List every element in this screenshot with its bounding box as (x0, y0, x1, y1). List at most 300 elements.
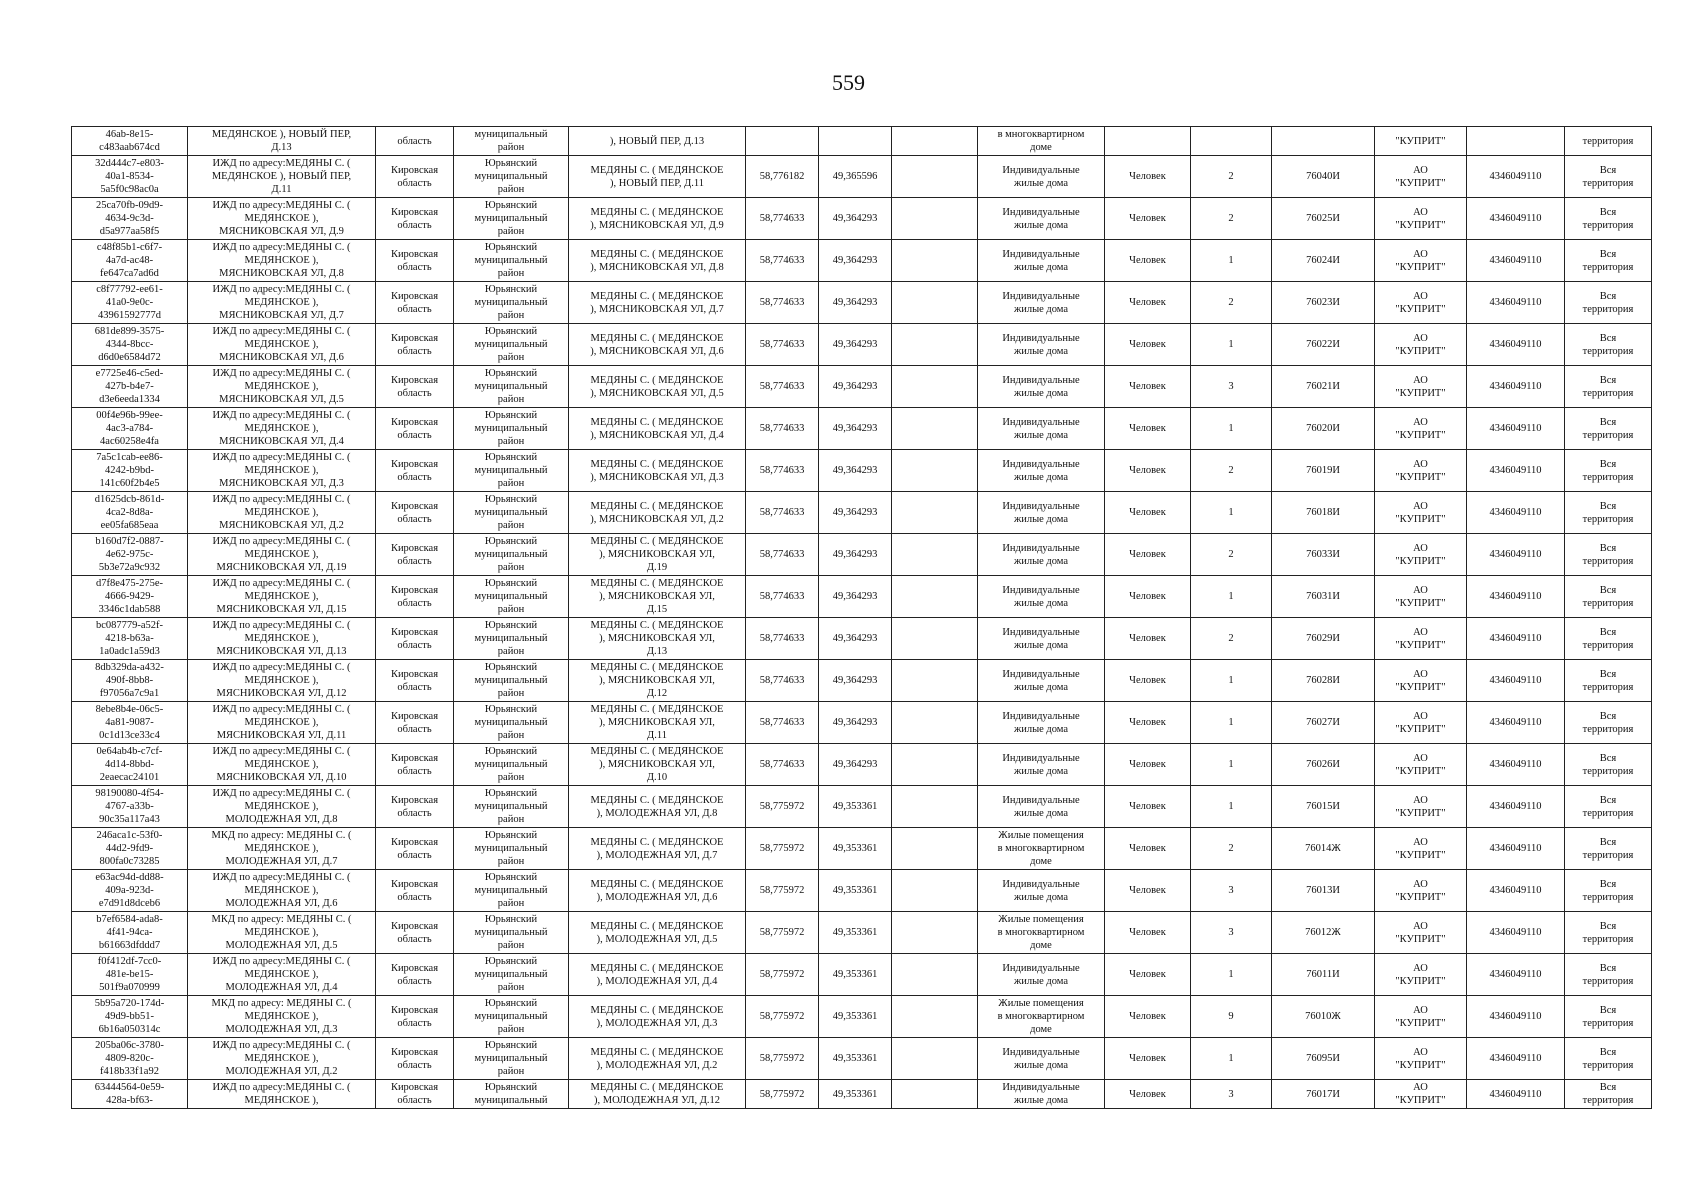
cell-blank (892, 198, 978, 240)
cell-name: ИЖД по адресу:МЕДЯНЫ С. ( МЕДЯНСКОЕ ), МОЛОДЕЖНАЯ УЛ, Д.6 (188, 870, 376, 912)
cell-org: АО "КУПРИТ" (1375, 1080, 1467, 1109)
cell-district: Юрьянский муниципальный район (454, 366, 569, 408)
cell-lat: 58,774633 (746, 282, 819, 324)
cell-territory: Вся территория (1565, 366, 1652, 408)
cell-district: Юрьянский муниципальный район (454, 450, 569, 492)
cell-lon: 49,364293 (819, 282, 892, 324)
cell-address: МЕДЯНЫ С. ( МЕДЯНСКОЕ ), МОЛОДЕЖНАЯ УЛ, Д.7 (569, 828, 746, 870)
cell-address: МЕДЯНЫ С. ( МЕДЯНСКОЕ ), МЯСНИКОВСКАЯ УЛ, Д.7 (569, 282, 746, 324)
cell-territory: Вся территория (1565, 744, 1652, 786)
cell-lon: 49,364293 (819, 744, 892, 786)
cell-district: Юрьянский муниципальный район (454, 912, 569, 954)
cell-blank (892, 156, 978, 198)
cell-district: Юрьянский муниципальный район (454, 702, 569, 744)
cell-unit: Человек (1105, 282, 1191, 324)
cell-lon: 49,353361 (819, 912, 892, 954)
cell-lon (819, 127, 892, 156)
cell-id: 63444564-0e59- 428a-bf63- (72, 1080, 188, 1109)
cell-id: 5b95a720-174d- 49d9-bb51- 6b16a050314c (72, 996, 188, 1038)
cell-count: 3 (1191, 870, 1272, 912)
cell-district: Юрьянский муниципальный район (454, 828, 569, 870)
cell-count: 1 (1191, 576, 1272, 618)
cell-type: Индивидуальные жилые дома (978, 702, 1105, 744)
cell-name: ИЖД по адресу:МЕДЯНЫ С. ( МЕДЯНСКОЕ ), НОВЫЙ ПЕР, Д.11 (188, 156, 376, 198)
cell-region: Кировская область (376, 324, 454, 366)
cell-inn: 4346049110 (1467, 870, 1565, 912)
cell-type: в многоквартирном доме (978, 127, 1105, 156)
cell-name: МКД по адресу: МЕДЯНЫ С. ( МЕДЯНСКОЕ ), МОЛОДЕЖНАЯ УЛ, Д.3 (188, 996, 376, 1038)
cell-id: 00f4e96b-99ee- 4ac3-a784- 4ac60258e4fa (72, 408, 188, 450)
cell-id: 32d444c7-e803- 40a1-8534- 5a5f0c98ac0a (72, 156, 188, 198)
cell-blank (892, 660, 978, 702)
cell-lat: 58,774633 (746, 618, 819, 660)
cell-inn: 4346049110 (1467, 912, 1565, 954)
cell-type: Индивидуальные жилые дома (978, 408, 1105, 450)
cell-district: Юрьянский муниципальный район (454, 534, 569, 576)
cell-org: АО "КУПРИТ" (1375, 324, 1467, 366)
cell-unit: Человек (1105, 240, 1191, 282)
cell-inn: 4346049110 (1467, 156, 1565, 198)
cell-territory: Вся территория (1565, 1080, 1652, 1109)
cell-code: 76017И (1272, 1080, 1375, 1109)
cell-lat: 58,775972 (746, 1080, 819, 1109)
cell-id: c8f77792-ee61- 41a0-9e0c- 43961592777d (72, 282, 188, 324)
cell-region: Кировская область (376, 870, 454, 912)
cell-lat: 58,775972 (746, 912, 819, 954)
cell-territory: Вся территория (1565, 324, 1652, 366)
cell-count: 2 (1191, 534, 1272, 576)
cell-lat: 58,775972 (746, 870, 819, 912)
cell-lat: 58,774633 (746, 492, 819, 534)
cell-address: МЕДЯНЫ С. ( МЕДЯНСКОЕ ), МОЛОДЕЖНАЯ УЛ, Д.8 (569, 786, 746, 828)
cell-territory: Вся территория (1565, 534, 1652, 576)
cell-lon: 49,353361 (819, 786, 892, 828)
table-row (72, 618, 1652, 660)
cell-inn: 4346049110 (1467, 954, 1565, 996)
cell-inn: 4346049110 (1467, 1038, 1565, 1080)
cell-region: Кировская область (376, 660, 454, 702)
cell-org: АО "КУПРИТ" (1375, 702, 1467, 744)
cell-count: 1 (1191, 1038, 1272, 1080)
cell-blank (892, 366, 978, 408)
cell-inn: 4346049110 (1467, 744, 1565, 786)
cell-id: 7a5c1cab-ee86- 4242-b9bd- 141c60f2b4e5 (72, 450, 188, 492)
cell-blank (892, 282, 978, 324)
cell-name: ИЖД по адресу:МЕДЯНЫ С. ( МЕДЯНСКОЕ ), МЯСНИКОВСКАЯ УЛ, Д.9 (188, 198, 376, 240)
cell-type: Индивидуальные жилые дома (978, 660, 1105, 702)
cell-lat: 58,774633 (746, 408, 819, 450)
cell-count: 1 (1191, 786, 1272, 828)
cell-region: Кировская область (376, 1038, 454, 1080)
cell-type: Индивидуальные жилые дома (978, 786, 1105, 828)
cell-district: Юрьянский муниципальный район (454, 324, 569, 366)
cell-count: 1 (1191, 324, 1272, 366)
cell-type: Индивидуальные жилые дома (978, 744, 1105, 786)
cell-org: АО "КУПРИТ" (1375, 366, 1467, 408)
cell-region: Кировская область (376, 198, 454, 240)
cell-district: Юрьянский муниципальный (454, 1080, 569, 1109)
cell-inn: 4346049110 (1467, 1080, 1565, 1109)
cell-district: Юрьянский муниципальный район (454, 954, 569, 996)
cell-region: Кировская область (376, 912, 454, 954)
cell-org: АО "КУПРИТ" (1375, 240, 1467, 282)
cell-type: Жилые помещения в многоквартирном доме (978, 912, 1105, 954)
cell-id: e63ac94d-dd88- 409a-923d- e7d91d8dceb6 (72, 870, 188, 912)
cell-blank (892, 828, 978, 870)
cell-name: МЕДЯНСКОЕ ), НОВЫЙ ПЕР, Д.13 (188, 127, 376, 156)
cell-district: Юрьянский муниципальный район (454, 618, 569, 660)
cell-code: 76025И (1272, 198, 1375, 240)
cell-code: 76027И (1272, 702, 1375, 744)
cell-address: МЕДЯНЫ С. ( МЕДЯНСКОЕ ), МЯСНИКОВСКАЯ УЛ, Д.15 (569, 576, 746, 618)
cell-lon: 49,364293 (819, 534, 892, 576)
cell-count: 1 (1191, 492, 1272, 534)
cell-inn: 4346049110 (1467, 240, 1565, 282)
cell-type: Индивидуальные жилые дома (978, 1038, 1105, 1080)
cell-id: 246aca1c-53f0- 44d2-9fd9- 800fa0c73285 (72, 828, 188, 870)
cell-address: МЕДЯНЫ С. ( МЕДЯНСКОЕ ), МЯСНИКОВСКАЯ УЛ, Д.5 (569, 366, 746, 408)
cell-region: область (376, 127, 454, 156)
cell-count: 3 (1191, 366, 1272, 408)
table-row (72, 408, 1652, 450)
cell-id: b160d7f2-0887- 4e62-975c- 5b3e72a9c932 (72, 534, 188, 576)
cell-id: 25ca70fb-09d9- 4634-9c3d- d5a977aa58f5 (72, 198, 188, 240)
cell-code: 76011И (1272, 954, 1375, 996)
table-row (72, 828, 1652, 870)
cell-region: Кировская область (376, 156, 454, 198)
table-row (72, 1038, 1652, 1080)
cell-address: МЕДЯНЫ С. ( МЕДЯНСКОЕ ), МЯСНИКОВСКАЯ УЛ, Д.12 (569, 660, 746, 702)
cell-district: Юрьянский муниципальный район (454, 660, 569, 702)
cell-district: Юрьянский муниципальный район (454, 156, 569, 198)
cell-lon: 49,353361 (819, 1080, 892, 1109)
cell-lat: 58,774633 (746, 324, 819, 366)
cell-region: Кировская область (376, 1080, 454, 1109)
cell-region: Кировская область (376, 492, 454, 534)
cell-address: МЕДЯНЫ С. ( МЕДЯНСКОЕ ), МОЛОДЕЖНАЯ УЛ, Д.4 (569, 954, 746, 996)
cell-blank (892, 618, 978, 660)
cell-lon: 49,364293 (819, 576, 892, 618)
cell-address: ), НОВЫЙ ПЕР, Д.13 (569, 127, 746, 156)
data-table (71, 126, 1652, 1109)
cell-id: 205ba06c-3780- 4809-820c- f418b33f1a92 (72, 1038, 188, 1080)
cell-address: МЕДЯНЫ С. ( МЕДЯНСКОЕ ), МЯСНИКОВСКАЯ УЛ, Д.13 (569, 618, 746, 660)
table-row (72, 156, 1652, 198)
cell-code: 76033И (1272, 534, 1375, 576)
cell-district: Юрьянский муниципальный район (454, 408, 569, 450)
cell-type: Индивидуальные жилые дома (978, 240, 1105, 282)
cell-region: Кировская область (376, 282, 454, 324)
cell-code: 76010Ж (1272, 996, 1375, 1038)
cell-name: ИЖД по адресу:МЕДЯНЫ С. ( МЕДЯНСКОЕ ), МЯСНИКОВСКАЯ УЛ, Д.7 (188, 282, 376, 324)
cell-count: 9 (1191, 996, 1272, 1038)
cell-org: АО "КУПРИТ" (1375, 954, 1467, 996)
table-row (72, 198, 1652, 240)
cell-district: Юрьянский муниципальный район (454, 240, 569, 282)
cell-type: Индивидуальные жилые дома (978, 870, 1105, 912)
cell-lon: 49,353361 (819, 870, 892, 912)
cell-count: 2 (1191, 450, 1272, 492)
cell-org: АО "КУПРИТ" (1375, 996, 1467, 1038)
cell-code: 76095И (1272, 1038, 1375, 1080)
cell-count: 1 (1191, 240, 1272, 282)
cell-address: МЕДЯНЫ С. ( МЕДЯНСКОЕ ), МЯСНИКОВСКАЯ УЛ, Д.9 (569, 198, 746, 240)
cell-name: ИЖД по адресу:МЕДЯНЫ С. ( МЕДЯНСКОЕ ), (188, 1080, 376, 1109)
cell-lat: 58,774633 (746, 744, 819, 786)
cell-org: АО "КУПРИТ" (1375, 534, 1467, 576)
cell-org: АО "КУПРИТ" (1375, 1038, 1467, 1080)
cell-blank (892, 408, 978, 450)
cell-type: Жилые помещения в многоквартирном доме (978, 996, 1105, 1038)
cell-address: МЕДЯНЫ С. ( МЕДЯНСКОЕ ), МОЛОДЕЖНАЯ УЛ, Д.6 (569, 870, 746, 912)
cell-inn: 4346049110 (1467, 618, 1565, 660)
cell-name: ИЖД по адресу:МЕДЯНЫ С. ( МЕДЯНСКОЕ ), МЯСНИКОВСКАЯ УЛ, Д.3 (188, 450, 376, 492)
cell-count: 2 (1191, 156, 1272, 198)
cell-org: АО "КУПРИТ" (1375, 492, 1467, 534)
cell-type: Индивидуальные жилые дома (978, 324, 1105, 366)
cell-lat: 58,774633 (746, 534, 819, 576)
cell-lat (746, 127, 819, 156)
cell-org: АО "КУПРИТ" (1375, 660, 1467, 702)
cell-lon: 49,353361 (819, 1038, 892, 1080)
cell-lon: 49,364293 (819, 198, 892, 240)
cell-territory: Вся территория (1565, 702, 1652, 744)
cell-address: МЕДЯНЫ С. ( МЕДЯНСКОЕ ), МЯСНИКОВСКАЯ УЛ, Д.2 (569, 492, 746, 534)
cell-region: Кировская область (376, 576, 454, 618)
cell-type: Индивидуальные жилые дома (978, 156, 1105, 198)
cell-blank (892, 786, 978, 828)
table-row (72, 1080, 1652, 1109)
cell-address: МЕДЯНЫ С. ( МЕДЯНСКОЕ ), МЯСНИКОВСКАЯ УЛ, Д.8 (569, 240, 746, 282)
table-row (72, 492, 1652, 534)
cell-blank (892, 1038, 978, 1080)
cell-lon: 49,364293 (819, 492, 892, 534)
cell-name: МКД по адресу: МЕДЯНЫ С. ( МЕДЯНСКОЕ ), МОЛОДЕЖНАЯ УЛ, Д.7 (188, 828, 376, 870)
cell-address: МЕДЯНЫ С. ( МЕДЯНСКОЕ ), МОЛОДЕЖНАЯ УЛ, Д.3 (569, 996, 746, 1038)
cell-count: 2 (1191, 198, 1272, 240)
cell-district: Юрьянский муниципальный район (454, 198, 569, 240)
cell-count: 3 (1191, 1080, 1272, 1109)
cell-id: 681de899-3575- 4344-8bcc- d6d0e6584d72 (72, 324, 188, 366)
cell-org: АО "КУПРИТ" (1375, 786, 1467, 828)
cell-type: Индивидуальные жилые дома (978, 534, 1105, 576)
cell-inn: 4346049110 (1467, 492, 1565, 534)
cell-territory: Вся территория (1565, 156, 1652, 198)
cell-name: ИЖД по адресу:МЕДЯНЫ С. ( МЕДЯНСКОЕ ), МЯСНИКОВСКАЯ УЛ, Д.19 (188, 534, 376, 576)
cell-territory: Вся территория (1565, 828, 1652, 870)
cell-region: Кировская область (376, 534, 454, 576)
cell-blank (892, 1080, 978, 1109)
cell-region: Кировская область (376, 240, 454, 282)
cell-code: 76040И (1272, 156, 1375, 198)
cell-id: 8db329da-a432- 490f-8bb8- f97056a7c9a1 (72, 660, 188, 702)
cell-lon: 49,365596 (819, 156, 892, 198)
table-row (72, 282, 1652, 324)
cell-territory: Вся территория (1565, 492, 1652, 534)
cell-territory: Вся территория (1565, 996, 1652, 1038)
table-row (72, 366, 1652, 408)
cell-address: МЕДЯНЫ С. ( МЕДЯНСКОЕ ), МЯСНИКОВСКАЯ УЛ, Д.19 (569, 534, 746, 576)
table-row (72, 127, 1652, 156)
cell-district: Юрьянский муниципальный район (454, 744, 569, 786)
cell-inn (1467, 127, 1565, 156)
table-row (72, 240, 1652, 282)
cell-region: Кировская область (376, 366, 454, 408)
cell-id: c48f85b1-c6f7- 4a7d-ac48- fe647ca7ad6d (72, 240, 188, 282)
cell-lat: 58,774633 (746, 450, 819, 492)
cell-unit: Человек (1105, 702, 1191, 744)
cell-unit: Человек (1105, 576, 1191, 618)
cell-code: 76022И (1272, 324, 1375, 366)
cell-id: f0f412df-7cc0- 481e-be15- 501f9a070999 (72, 954, 188, 996)
cell-name: ИЖД по адресу:МЕДЯНЫ С. ( МЕДЯНСКОЕ ), МЯСНИКОВСКАЯ УЛ, Д.12 (188, 660, 376, 702)
cell-lon: 49,364293 (819, 660, 892, 702)
cell-blank (892, 954, 978, 996)
cell-territory: Вся территория (1565, 786, 1652, 828)
cell-unit: Человек (1105, 660, 1191, 702)
cell-org: АО "КУПРИТ" (1375, 828, 1467, 870)
cell-count: 2 (1191, 282, 1272, 324)
cell-district: муниципальный район (454, 127, 569, 156)
cell-address: МЕДЯНЫ С. ( МЕДЯНСКОЕ ), НОВЫЙ ПЕР, Д.11 (569, 156, 746, 198)
cell-unit: Человек (1105, 870, 1191, 912)
cell-lat: 58,775972 (746, 828, 819, 870)
cell-territory: Вся территория (1565, 1038, 1652, 1080)
cell-lon: 49,353361 (819, 828, 892, 870)
table-row (72, 996, 1652, 1038)
cell-type: Индивидуальные жилые дома (978, 450, 1105, 492)
cell-inn: 4346049110 (1467, 408, 1565, 450)
cell-territory: Вся территория (1565, 240, 1652, 282)
cell-lon: 49,364293 (819, 324, 892, 366)
cell-address: МЕДЯНЫ С. ( МЕДЯНСКОЕ ), МЯСНИКОВСКАЯ УЛ, Д.3 (569, 450, 746, 492)
cell-count: 1 (1191, 660, 1272, 702)
cell-inn: 4346049110 (1467, 996, 1565, 1038)
cell-blank (892, 702, 978, 744)
cell-count: 1 (1191, 954, 1272, 996)
cell-district: Юрьянский муниципальный район (454, 492, 569, 534)
cell-lat: 58,774633 (746, 240, 819, 282)
cell-inn: 4346049110 (1467, 324, 1565, 366)
cell-name: ИЖД по адресу:МЕДЯНЫ С. ( МЕДЯНСКОЕ ), МОЛОДЕЖНАЯ УЛ, Д.2 (188, 1038, 376, 1080)
cell-district: Юрьянский муниципальный район (454, 282, 569, 324)
cell-district: Юрьянский муниципальный район (454, 996, 569, 1038)
cell-blank (892, 127, 978, 156)
cell-inn: 4346049110 (1467, 702, 1565, 744)
cell-name: ИЖД по адресу:МЕДЯНЫ С. ( МЕДЯНСКОЕ ), МОЛОДЕЖНАЯ УЛ, Д.8 (188, 786, 376, 828)
cell-unit: Человек (1105, 408, 1191, 450)
cell-org: АО "КУПРИТ" (1375, 744, 1467, 786)
cell-unit: Человек (1105, 1080, 1191, 1109)
cell-region: Кировская область (376, 828, 454, 870)
cell-unit (1105, 127, 1191, 156)
cell-code: 76012Ж (1272, 912, 1375, 954)
cell-unit: Человек (1105, 492, 1191, 534)
cell-code (1272, 127, 1375, 156)
cell-unit: Человек (1105, 828, 1191, 870)
cell-territory: Вся территория (1565, 198, 1652, 240)
table-row (72, 954, 1652, 996)
cell-address: МЕДЯНЫ С. ( МЕДЯНСКОЕ ), МЯСНИКОВСКАЯ УЛ, Д.10 (569, 744, 746, 786)
cell-territory: Вся территория (1565, 954, 1652, 996)
cell-region: Кировская область (376, 450, 454, 492)
cell-count: 1 (1191, 702, 1272, 744)
cell-unit: Человек (1105, 954, 1191, 996)
cell-territory: Вся территория (1565, 450, 1652, 492)
cell-lat: 58,774633 (746, 198, 819, 240)
cell-code: 76029И (1272, 618, 1375, 660)
cell-blank (892, 450, 978, 492)
cell-region: Кировская область (376, 996, 454, 1038)
cell-lon: 49,364293 (819, 366, 892, 408)
cell-org: АО "КУПРИТ" (1375, 156, 1467, 198)
table-row (72, 534, 1652, 576)
cell-type: Индивидуальные жилые дома (978, 282, 1105, 324)
cell-region: Кировская область (376, 786, 454, 828)
cell-inn: 4346049110 (1467, 198, 1565, 240)
cell-name: ИЖД по адресу:МЕДЯНЫ С. ( МЕДЯНСКОЕ ), МЯСНИКОВСКАЯ УЛ, Д.5 (188, 366, 376, 408)
cell-org: АО "КУПРИТ" (1375, 450, 1467, 492)
cell-code: 76031И (1272, 576, 1375, 618)
cell-region: Кировская область (376, 744, 454, 786)
table-row (72, 786, 1652, 828)
table-row (72, 576, 1652, 618)
cell-count: 1 (1191, 408, 1272, 450)
cell-unit: Человек (1105, 1038, 1191, 1080)
cell-count: 2 (1191, 618, 1272, 660)
cell-name: МКД по адресу: МЕДЯНЫ С. ( МЕДЯНСКОЕ ), МОЛОДЕЖНАЯ УЛ, Д.5 (188, 912, 376, 954)
cell-territory: Вся территория (1565, 870, 1652, 912)
table-row (72, 324, 1652, 366)
cell-code: 76015И (1272, 786, 1375, 828)
cell-lat: 58,774633 (746, 702, 819, 744)
cell-id: 98190080-4f54- 4767-a33b- 90c35a117a43 (72, 786, 188, 828)
cell-district: Юрьянский муниципальный район (454, 870, 569, 912)
cell-blank (892, 240, 978, 282)
cell-address: МЕДЯНЫ С. ( МЕДЯНСКОЕ ), МОЛОДЕЖНАЯ УЛ, Д.5 (569, 912, 746, 954)
cell-id: bc087779-a52f- 4218-b63a- 1a0adc1a59d3 (72, 618, 188, 660)
cell-unit: Человек (1105, 996, 1191, 1038)
cell-lon: 49,364293 (819, 240, 892, 282)
cell-blank (892, 492, 978, 534)
cell-inn: 4346049110 (1467, 660, 1565, 702)
cell-count: 2 (1191, 828, 1272, 870)
cell-lat: 58,774633 (746, 576, 819, 618)
cell-org: АО "КУПРИТ" (1375, 870, 1467, 912)
cell-inn: 4346049110 (1467, 282, 1565, 324)
cell-inn: 4346049110 (1467, 534, 1565, 576)
cell-id: b7ef6584-ada8- 4f41-94ca- b61663dfddd7 (72, 912, 188, 954)
cell-inn: 4346049110 (1467, 450, 1565, 492)
cell-code: 76024И (1272, 240, 1375, 282)
cell-code: 76013И (1272, 870, 1375, 912)
cell-lat: 58,775972 (746, 1038, 819, 1080)
cell-code: 76019И (1272, 450, 1375, 492)
cell-unit: Человек (1105, 198, 1191, 240)
cell-type: Индивидуальные жилые дома (978, 1080, 1105, 1109)
cell-lon: 49,364293 (819, 408, 892, 450)
cell-region: Кировская область (376, 618, 454, 660)
cell-territory: территория (1565, 127, 1652, 156)
cell-address: МЕДЯНЫ С. ( МЕДЯНСКОЕ ), МОЛОДЕЖНАЯ УЛ, Д.2 (569, 1038, 746, 1080)
cell-inn: 4346049110 (1467, 576, 1565, 618)
cell-type: Жилые помещения в многоквартирном доме (978, 828, 1105, 870)
cell-type: Индивидуальные жилые дома (978, 954, 1105, 996)
cell-inn: 4346049110 (1467, 786, 1565, 828)
cell-blank (892, 870, 978, 912)
cell-org: АО "КУПРИТ" (1375, 576, 1467, 618)
cell-type: Индивидуальные жилые дома (978, 618, 1105, 660)
